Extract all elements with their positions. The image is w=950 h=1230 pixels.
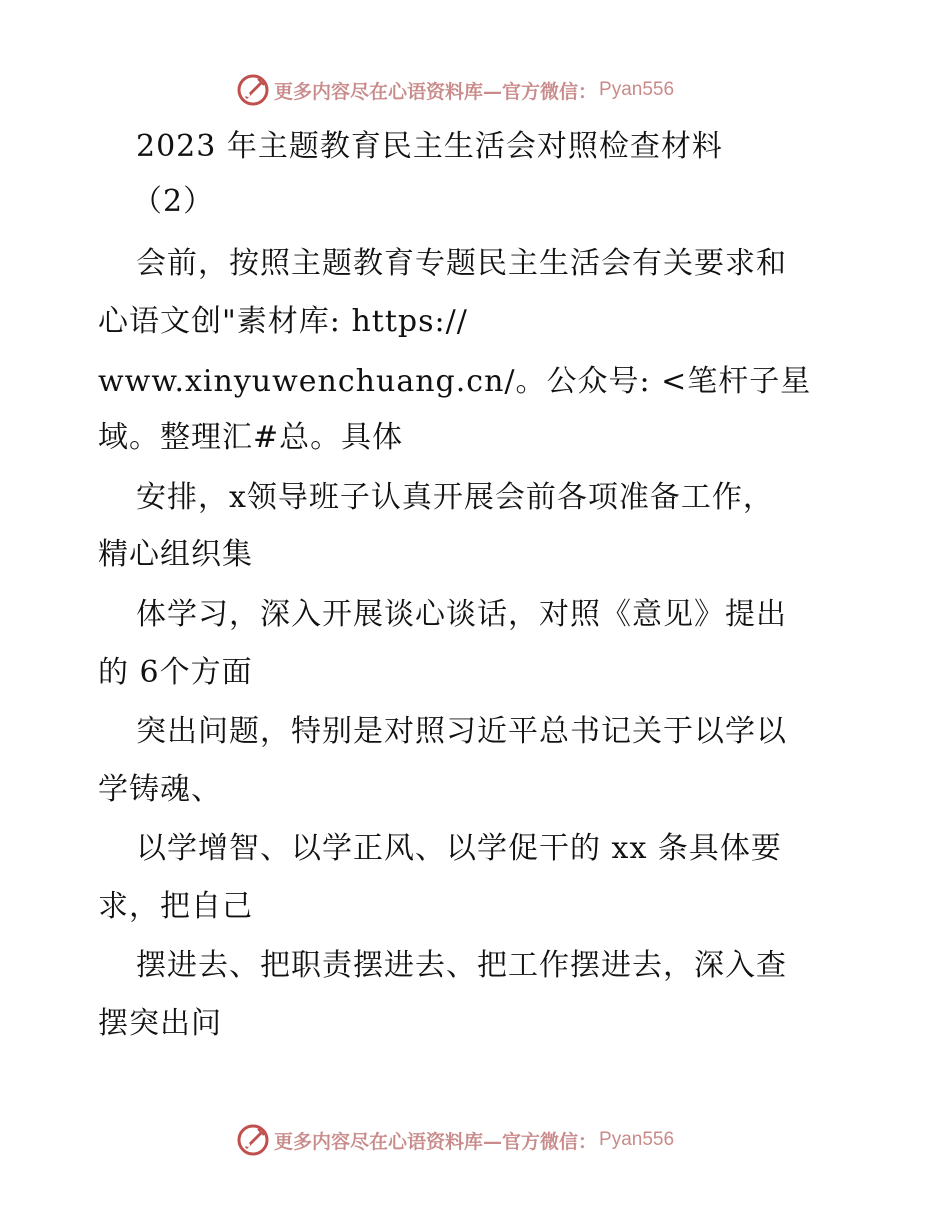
paragraph-line: 域。整理汇#总。具体 [98,420,404,455]
paragraph-line: 安排，x领导班子认真开展会前各项准备工作， [136,480,774,515]
paragraph-line: 求，把自己 [98,889,253,924]
quill-seal-icon [236,1123,270,1157]
paragraph-line: 摆突出问 [98,1006,222,1041]
paragraph-line: 以学增智、以学正风、以学促干的 xx 条具体要 [136,831,782,866]
paragraph-line: 的 6个方面 [98,655,253,690]
paragraph-line: 精心组织集 [98,537,253,572]
watermark-wechat-id: Pyan556 [599,1129,675,1150]
watermark-wechat-id: Pyan556 [599,79,675,100]
document-title-number: （2） [132,184,215,219]
watermark-text: 更多内容尽在心语资料库—官方微信： [274,1130,598,1153]
paragraph-line: 摆进去、把职责摆进去、把工作摆进去，深入查 [136,948,787,983]
watermark-text: 更多内容尽在心语资料库—官方微信： [274,80,598,103]
paragraph-line: 学铸魂、 [98,772,222,807]
paragraph-line: 心语文创"素材库: https:// [98,304,468,339]
paragraph-line: 会前，按照主题教育专题民主生活会有关要求和 [136,246,787,281]
document-title: 2023 年主题教育民主生活会对照检查材料 [136,129,723,164]
paragraph-line: www.xinyuwenchuang.cn/。公众号: <笔杆子星 [98,364,812,399]
paragraph-line: 体学习，深入开展谈心谈话，对照《意见》提出 [136,597,787,632]
paragraph-line: 突出问题，特别是对照习近平总书记关于以学以 [136,714,787,749]
watermark-footer [236,1122,674,1158]
